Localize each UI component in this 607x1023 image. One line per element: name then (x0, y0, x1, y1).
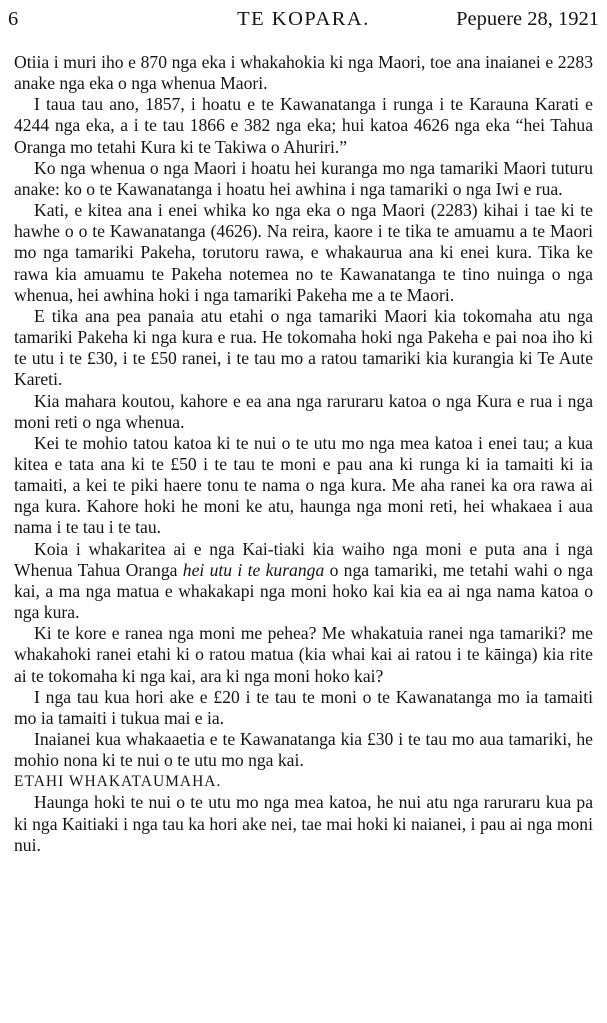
paragraph-6: Kia mahara koutou, kahore e ea ana nga raruraru katoa o nga Kura e rua i nga moni reti o nga whenua. (14, 390, 593, 432)
paragraph-9: Ki te kore e ranea nga moni me pehea? Me whakatuia ranei nga tamariki? me whakahoki ranei etahi ki o ratou matua (kia whai kai ai ratou i te kāinga) kia rite ai te tokomaha ki nga kai, ara ki nga moni hoko kai? (14, 623, 593, 686)
paragraph-3: Ko nga whenua o nga Maori i hoatu hei kuranga mo nga tamariki Maori tuturu anake: ko o te Kawanatanga i hoatu hei awhina i nga tamariki o nga Iwi e rua. (14, 157, 593, 199)
paragraph-2: I taua tau ano, 1857, i hoatu e te Kawanatanga i runga i te Karauna Karati e 4244 nga eka, a i te tau 1866 e 382 nga eka; hui katoa 4626 nga eka “hei Tahua Oranga mo tetahi Kura ki te Takiwa o Ahuriri.” (14, 94, 593, 157)
paragraph-8-text: Koia i whakaritea ai e nga Kai-tiaki kia waiho nga moni e puta ana i nga Whenua Tahua Oranga (14, 538, 593, 580)
paragraph-8 (14, 539, 593, 624)
page-number: 6 (8, 8, 19, 30)
page-header (8, 4, 599, 34)
paragraph-8-text-end: o nga tamariki, me tetahi wahi o nga kai, a ma nga matua e whakakapi nga moni hoko kai kia ea ai nga nama katoa o nga kura. (14, 559, 593, 623)
section-heading: ETAHI WHAKATAUMAHA. (14, 773, 222, 791)
paragraph-1: Otiia i muri iho e 870 nga eka i whakahokia ki nga Maori, toe ana inaianei e 2283 anake nga eka o nga whenua Maori. (14, 52, 593, 94)
publication-title: TE KOPARA. (237, 8, 370, 30)
paragraph-10: I nga tau kua hori ake e £20 i te tau te moni o te Kawanatanga mo ia tamaiti mo ia tamaiti i tukua mai e ia. (14, 686, 593, 728)
paragraph-5: E tika ana pea panaia atu etahi o nga tamariki Maori kia tokomaha atu nga tamariki Pakeha ki nga kura e rua. He tokomaha hoki nga Pakeha e pai noa iho ki te utu i te £30, i te £50 ranei, i te tau mo a ratou tamariki kia kurangia ki Te Aute Kareti. (14, 305, 593, 390)
issue-date: Pepuere 28, 1921 (456, 8, 599, 30)
paragraph-4: Kati, e kitea ana i enei whika ko nga eka o nga Maori (2283) kihai i tae ki te hawhe o o te Kawanatanga (4626). Na reira, kaore i te tika te amuamu a te Maori mo nga tamariki Pakeha, torutoru rawa, e whakaurua ana ki enei kura. Tika ke rawa kia amuamu te Pakeha notemea no te Kawanatanga te tino nuinga o nga whenua, hei awhina hoki i nga tamariki Pakeha me a te Maori. (14, 200, 593, 305)
paragraph-11: Inaianei kua whakaaetia e te Kawanatanga kia £30 i te tau mo aua tamariki, he mohio nona ki te nui o te utu mo nga kai. (14, 729, 593, 771)
paragraph-7: Kei te mohio tatou katoa ki te nui o te utu mo nga mea katoa i enei tau; a kua kitea e tata ana ki te £50 i te tau te moni e pau ana ki runga ki ia tamaiti ki ia tamaiti, a kei te piki haere tonu te nama o nga kura. Me aha ranei ka ora rawa ai nga kura. Kahore hoki he moni ke atu, haunga nga moni reti, hei whakaea i aua nama i te tau i te tau. (14, 432, 593, 538)
closing-paragraph: Haunga hoki te nui o te utu mo nga mea katoa, he nui atu nga raruraru kua pa ki nga Kaitiaki i nga tau ka hori ake nei, tae mai hoki ki naianei, i pau ai nga moni nui. (14, 792, 593, 855)
paragraph-8-italic-phrase: hei utu i te kuranga (182, 559, 325, 580)
article-body (14, 52, 593, 856)
